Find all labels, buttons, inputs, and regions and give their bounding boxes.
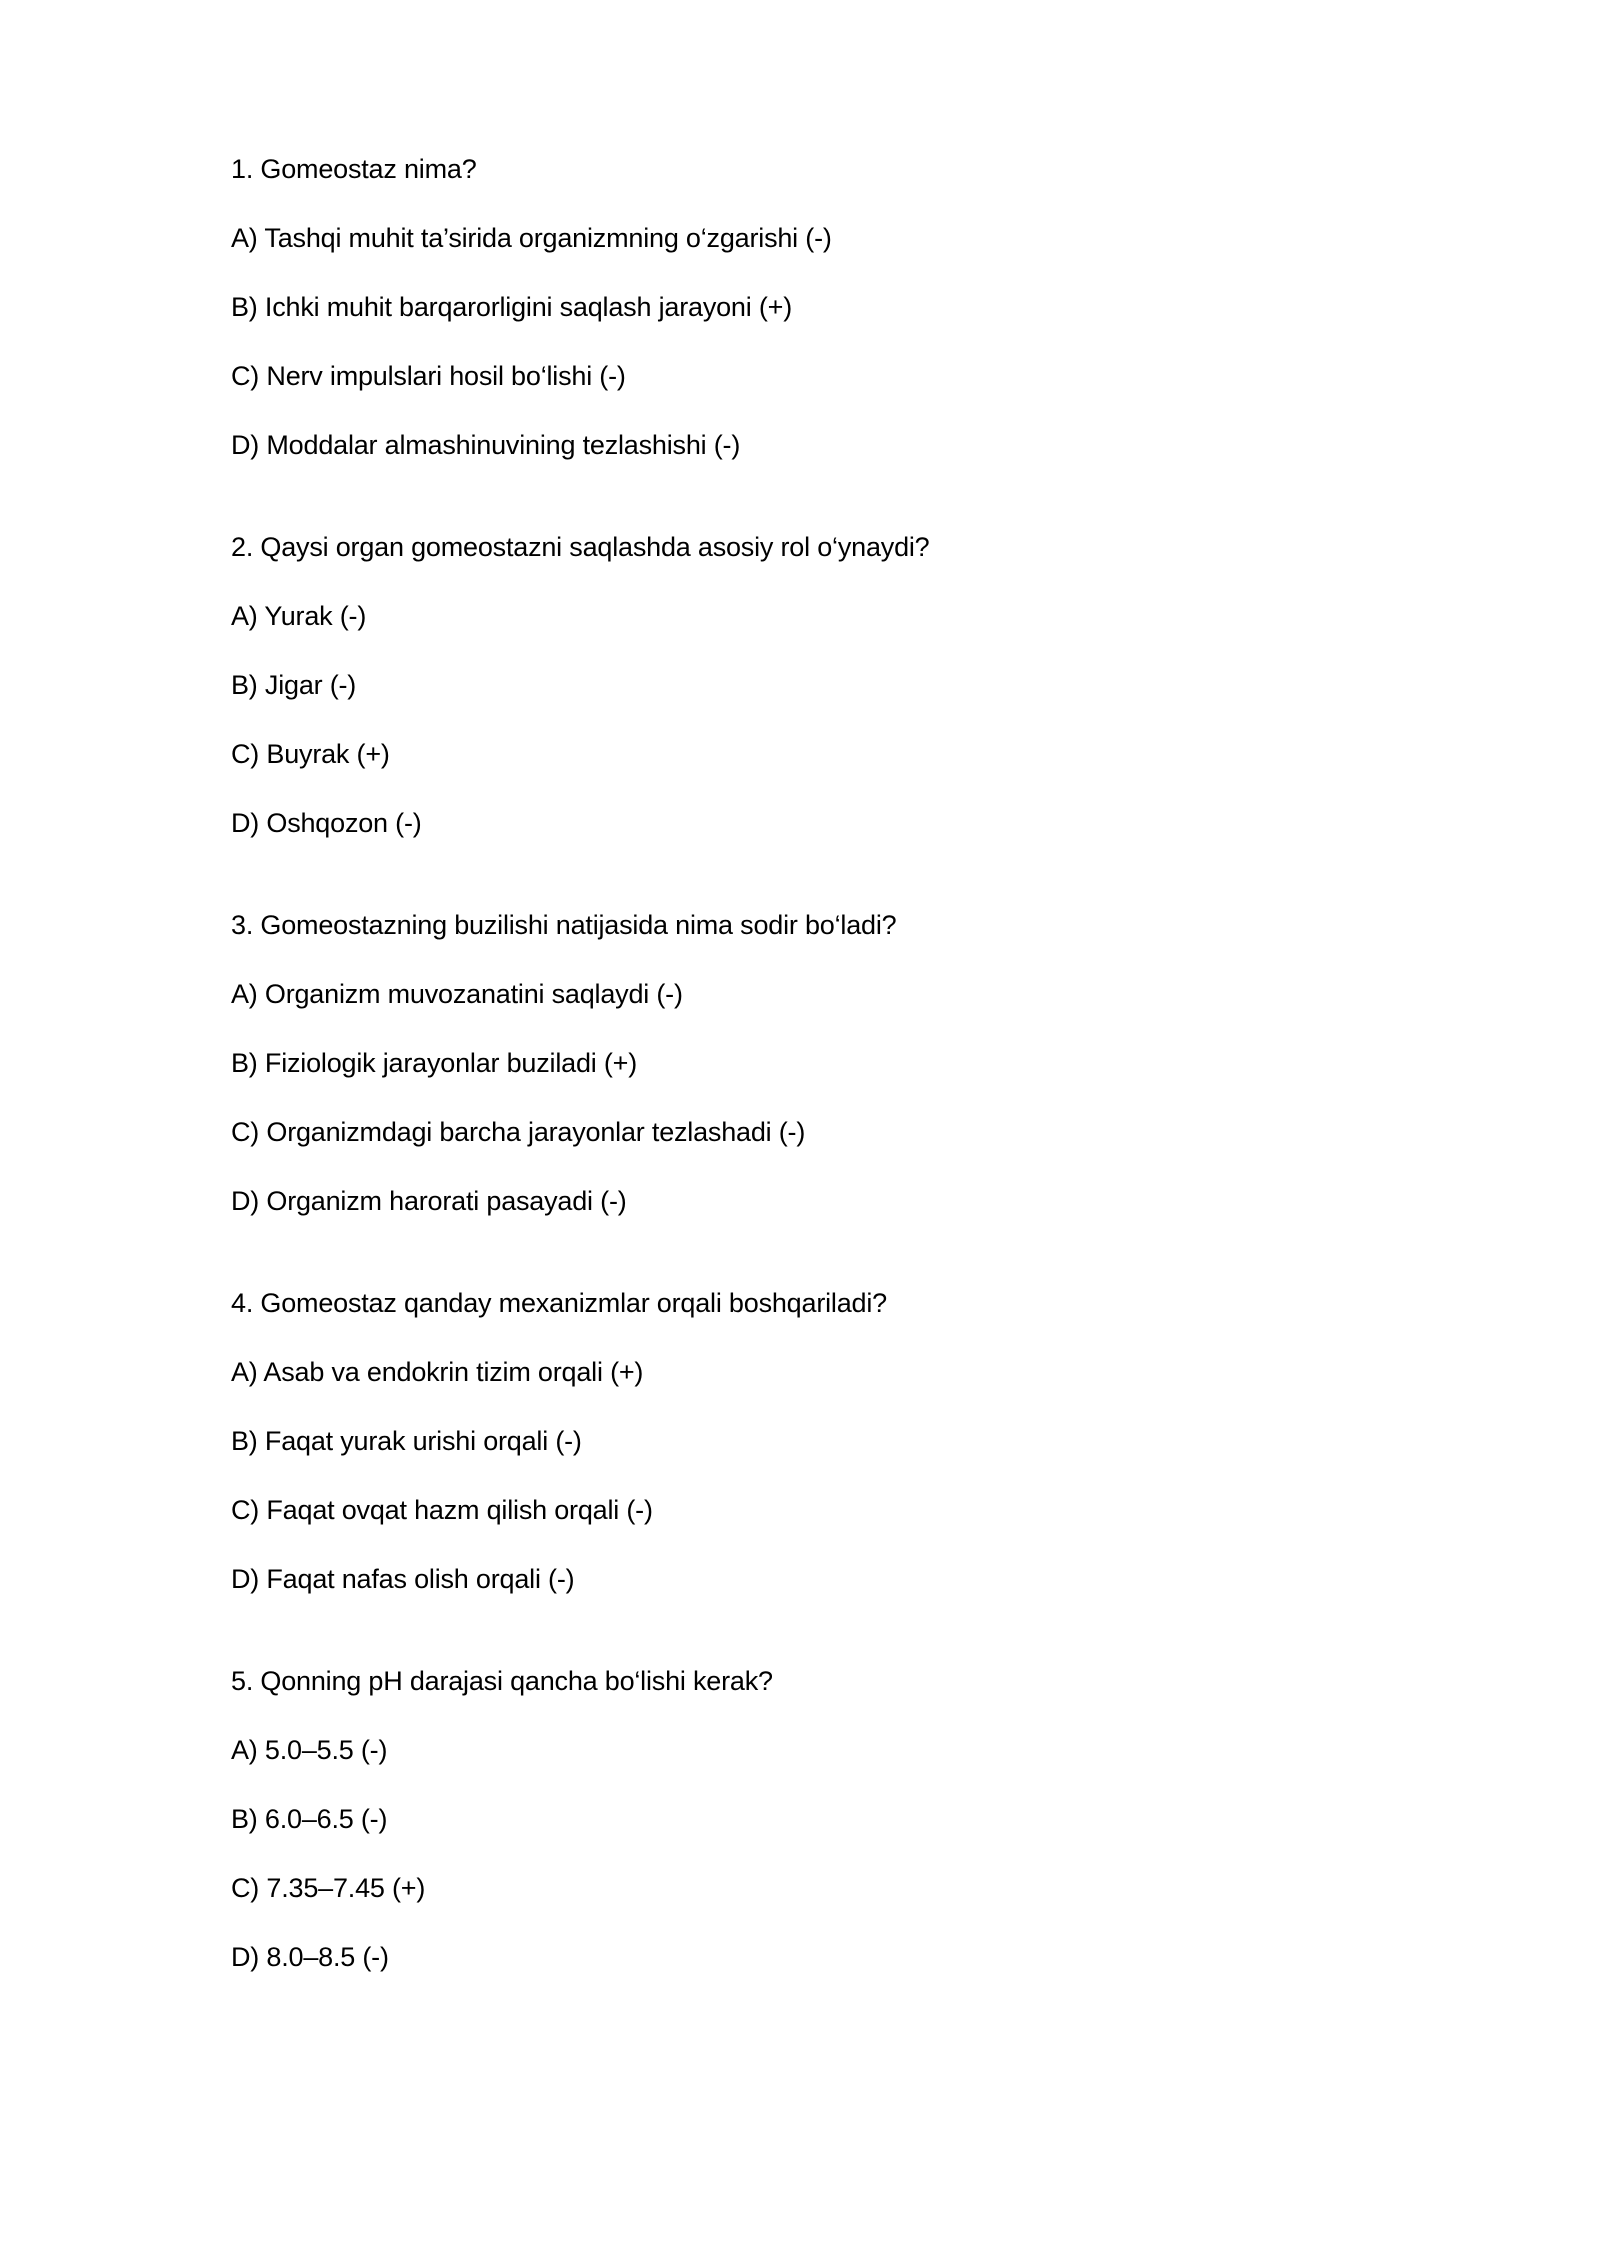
answer-option: C) Organizmdagi barcha jarayonlar tezlashadi (-) bbox=[231, 1117, 806, 1147]
answer-option: D) Moddalar almashinuvining tezlashishi (-) bbox=[231, 430, 741, 460]
question-text: 4. Gomeostaz qanday mexanizmlar orqali boshqariladi? bbox=[231, 1288, 887, 1318]
answer-option: D) Faqat nafas olish orqali (-) bbox=[231, 1564, 575, 1594]
answer-option: B) 6.0–6.5 (-) bbox=[231, 1804, 388, 1834]
question-block-2 bbox=[231, 530, 1431, 840]
answer-option: C) Nerv impulslari hosil bo‘lishi (-) bbox=[231, 361, 626, 391]
answer-option: B) Jigar (-) bbox=[231, 670, 357, 700]
question-text: 3. Gomeostazning buzilishi natijasida nima sodir bo‘ladi? bbox=[231, 910, 897, 940]
question-text: 5. Qonning pH darajasi qancha bo‘lishi kerak? bbox=[231, 1666, 773, 1696]
answer-option: B) Faqat yurak urishi orqali (-) bbox=[231, 1426, 582, 1456]
question-block-3 bbox=[231, 908, 1431, 1218]
question-text: 2. Qaysi organ gomeostazni saqlashda asosiy rol o‘ynaydi? bbox=[231, 532, 930, 562]
answer-option: C) 7.35–7.45 (+) bbox=[231, 1873, 426, 1903]
question-block-5 bbox=[231, 1664, 1431, 1974]
answer-option: B) Ichki muhit barqarorligini saqlash jarayoni (+) bbox=[231, 292, 792, 322]
question-block-4 bbox=[231, 1286, 1431, 1596]
answer-option: D) 8.0–8.5 (-) bbox=[231, 1942, 389, 1972]
answer-option: A) Tashqi muhit ta’sirida organizmning o‘zgarishi (-) bbox=[231, 223, 832, 253]
answer-option: A) 5.0–5.5 (-) bbox=[231, 1735, 388, 1765]
question-text: 1. Gomeostaz nima? bbox=[231, 154, 477, 184]
answer-option: D) Organizm harorati pasayadi (-) bbox=[231, 1186, 627, 1216]
answer-option: A) Organizm muvozanatini saqlaydi (-) bbox=[231, 979, 683, 1009]
quiz-content bbox=[231, 152, 1431, 2042]
answer-option: B) Fiziologik jarayonlar buziladi (+) bbox=[231, 1048, 638, 1078]
answer-option: A) Yurak (-) bbox=[231, 601, 367, 631]
answer-option: C) Buyrak (+) bbox=[231, 739, 390, 769]
answer-option: A) Asab va endokrin tizim orqali (+) bbox=[231, 1357, 644, 1387]
answer-option: C) Faqat ovqat hazm qilish orqali (-) bbox=[231, 1495, 653, 1525]
question-block-1 bbox=[231, 152, 1431, 462]
answer-option: D) Oshqozon (-) bbox=[231, 808, 422, 838]
